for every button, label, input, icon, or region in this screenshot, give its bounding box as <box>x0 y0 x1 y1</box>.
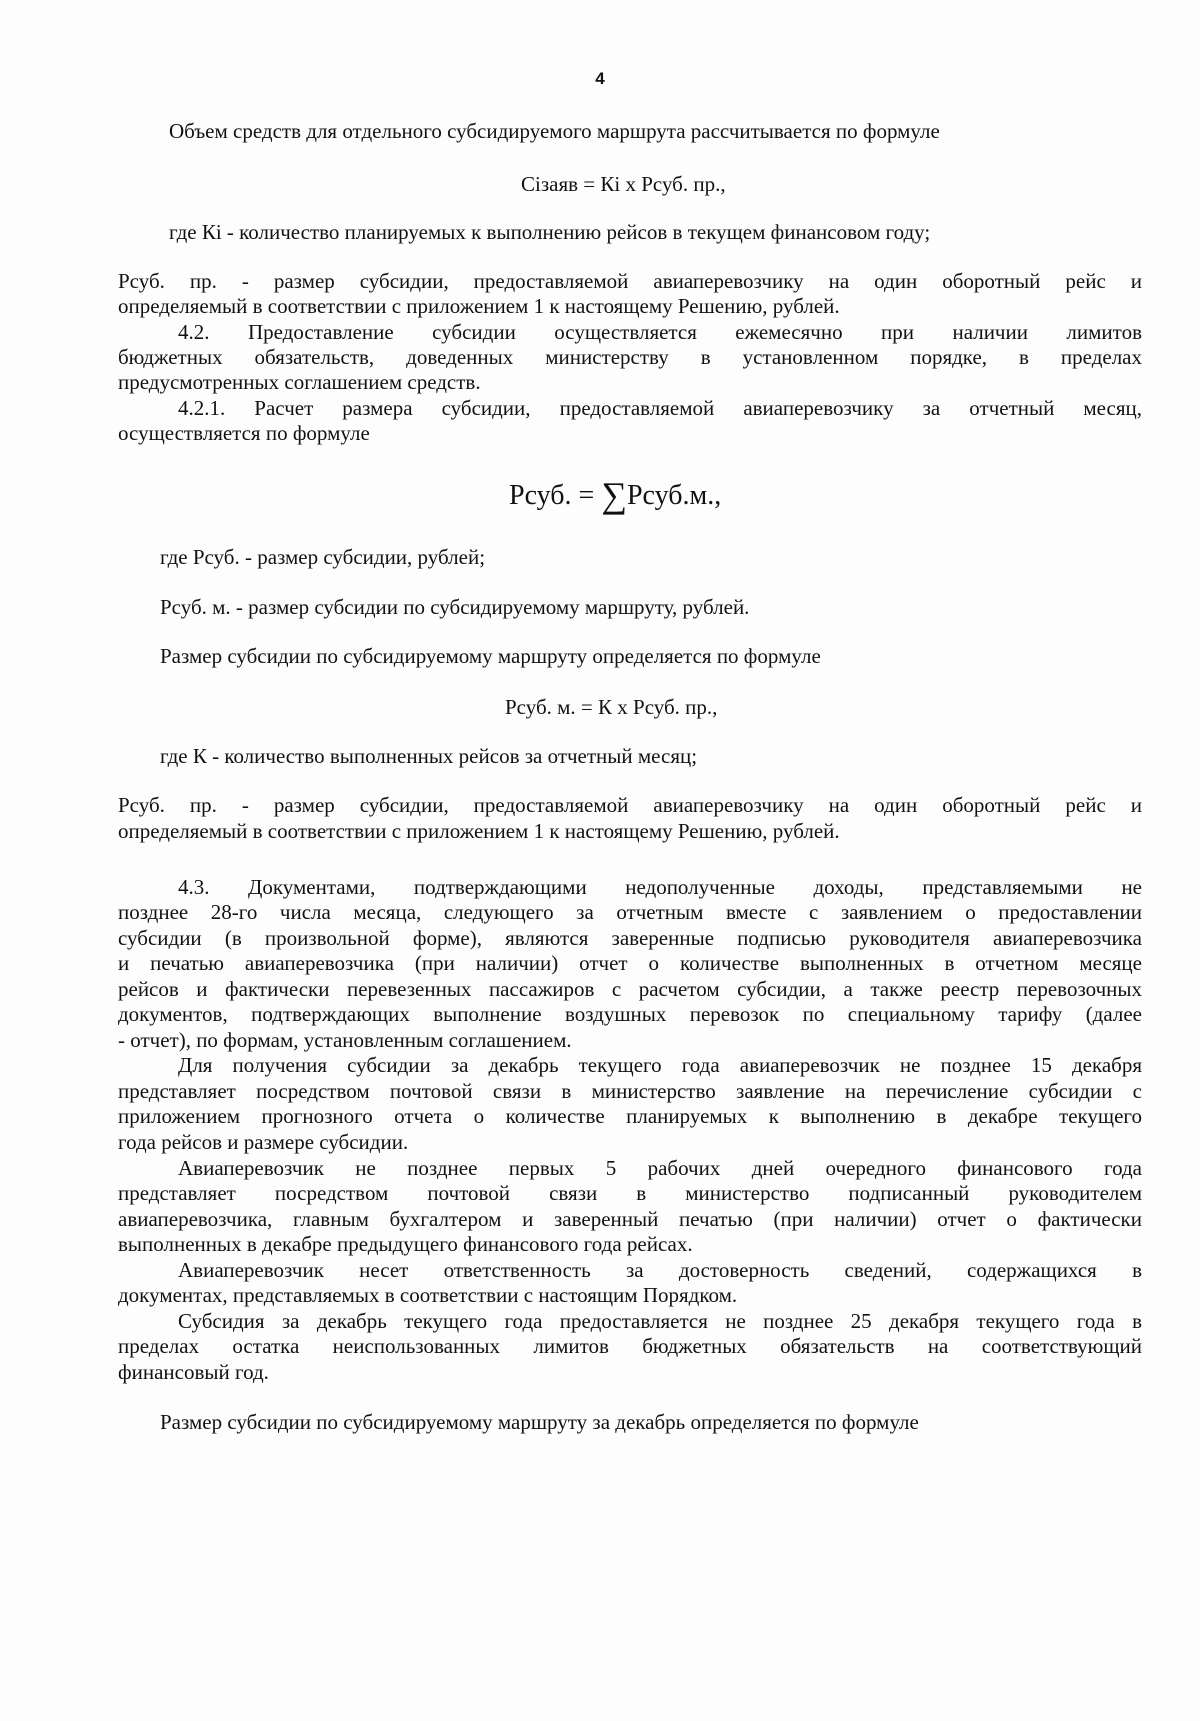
paragraph-line: где Рсуб. - размер субсидии, рублей; <box>160 545 486 569</box>
paragraph-line: документах, представляемых в соответствии с настоящим Порядком. <box>118 1283 738 1307</box>
paragraph-line: представляет посредством почтовой связи в министерство подписанный руководителем <box>118 1181 1142 1205</box>
paragraph-line: Для получения субсидии за декабрь текущего года авиаперевозчик не позднее 15 декабря <box>178 1053 1142 1077</box>
paragraph-line: где Кi - количество планируемых к выполнению рейсов в текущем финансовом году; <box>169 220 931 244</box>
paragraph-line: определяемый в соответствии с приложением 1 к настоящему Решению, рублей. <box>118 819 840 843</box>
paragraph-line: и печатью авиаперевозчика (при наличии) отчет о количестве выполненных в отчетном месяце <box>118 951 1142 975</box>
paragraph-line: финансовый год. <box>118 1360 269 1384</box>
paragraph-line: бюджетных обязательств, доведенных министерству в установленном порядке, в пределах <box>118 345 1142 369</box>
paragraph-line: позднее 28-го числа месяца, следующего за отчетным вместе с заявлением о предоставлении <box>118 900 1142 924</box>
paragraph-line: предусмотренных соглашением средств. <box>118 370 481 394</box>
paragraph-line: года рейсов и размере субсидии. <box>118 1130 409 1154</box>
section-heading-4-2: 4.2. Предоставление субсидии осуществляется ежемесячно при наличии лимитов <box>178 320 1142 344</box>
formula-sum-lhs: Рсуб. = <box>509 480 602 511</box>
section-heading-4-3: 4.3. Документами, подтверждающими недополученные доходы, представляемыми не <box>178 875 1142 899</box>
paragraph-line: пределах остатка неиспользованных лимитов бюджетных обязательств на соответствующий <box>118 1334 1142 1358</box>
paragraph-line: осуществляется по формуле <box>118 421 370 445</box>
paragraph-line: Объем средств для отдельного субсидируемого маршрута рассчитывается по формуле <box>169 119 940 143</box>
paragraph-line: выполненных в декабре предыдущего финансового года рейсах. <box>118 1232 693 1256</box>
paragraph-line: рейсов и фактически перевезенных пассажиров с расчетом субсидии, а также реестр перевозочных <box>118 977 1142 1001</box>
paragraph-line: Размер субсидии по субсидируемому маршруту определяется по формуле <box>160 644 821 668</box>
paragraph-line: - отчет), по формам, установленным соглашением. <box>118 1028 572 1052</box>
paragraph-line: субсидии (в произвольной форме), являются заверенные подписью руководителя авиаперевозчика <box>118 926 1142 950</box>
formula-route: Рсуб. м. = К х Рсуб. пр., <box>505 695 718 719</box>
paragraph-line: Авиаперевозчик не позднее первых 5 рабочих дней очередного финансового года <box>178 1156 1142 1180</box>
formula-sum-rhs: Рсуб.м., <box>626 480 722 511</box>
paragraph-line: Рсуб. пр. - размер субсидии, предоставляемой авиаперевозчику на один оборотный рейс и <box>118 793 1142 817</box>
paragraph-line: авиаперевозчика, главным бухгалтером и заверенный печатью (при наличии) отчет о фактически <box>118 1207 1142 1231</box>
paragraph-line: Рсуб. м. - размер субсидии по субсидируемому маршруту, рублей. <box>160 595 750 619</box>
paragraph-line: приложением прогнозного отчета о количестве планируемых к выполнению в декабре текущего <box>118 1104 1142 1128</box>
paragraph-line: определяемый в соответствии с приложением 1 к настоящему Решению, рублей. <box>118 294 840 318</box>
paragraph-line: Рсуб. пр. - размер субсидии, предоставляемой авиаперевозчику на один оборотный рейс и <box>118 269 1142 293</box>
paragraph-line: где К - количество выполненных рейсов за отчетный месяц; <box>160 744 698 768</box>
formula-sum <box>509 475 722 515</box>
paragraph-line: Размер субсидии по субсидируемому маршруту за декабрь определяется по формуле <box>160 1410 919 1434</box>
paragraph-line: Субсидия за декабрь текущего года предоставляется не позднее 25 декабря текущего года в <box>178 1309 1142 1333</box>
paragraph-line: представляет посредством почтовой связи в министерство заявление на перечисление субсидии с <box>118 1079 1142 1103</box>
paragraph-line: документов, подтверждающих выполнение воздушных перевозок по специальному тарифу (далее <box>118 1002 1142 1026</box>
formula-volume: Сiзаяв = Кi х Рсуб. пр., <box>521 172 726 196</box>
section-heading-4-2-1: 4.2.1. Расчет размера субсидии, предоставляемой авиаперевозчику за отчетный месяц, <box>178 396 1142 420</box>
page-number: 4 <box>595 69 605 88</box>
sigma-symbol: ∑ <box>601 475 627 515</box>
paragraph-line: Авиаперевозчик несет ответственность за достоверность сведений, содержащихся в <box>178 1258 1142 1282</box>
